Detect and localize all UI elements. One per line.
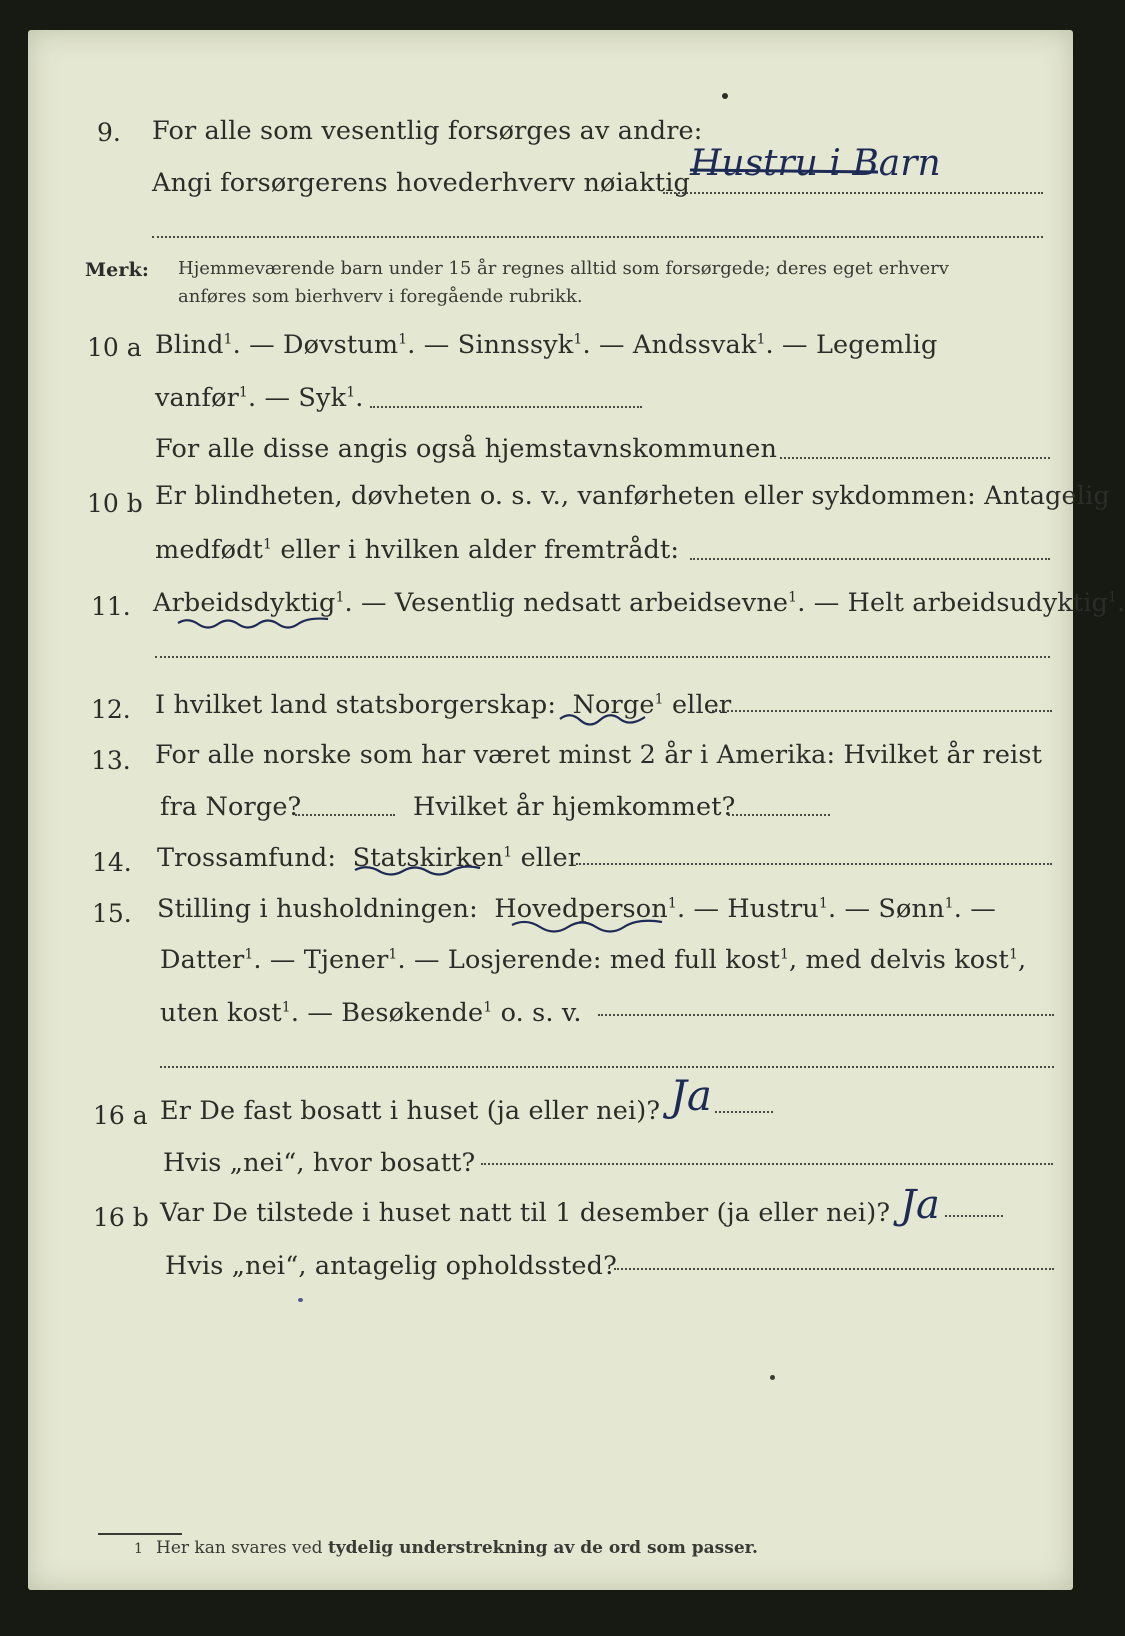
q11-number: 11.	[91, 592, 131, 621]
q16b-number: 16 b	[93, 1203, 149, 1232]
q9-strike-mark	[690, 160, 880, 180]
q12-number: 12.	[91, 695, 131, 724]
q16b-line2: Hvis „nei“, antagelig opholdssted?	[165, 1251, 617, 1281]
q11-line: Arbeidsdyktig$^1$. — Vesentlig nedsatt arbeidsevne$^1$. — Helt arbeidsudyktig$^1$.	[153, 588, 1125, 618]
q13-line2b: Hvilket år hjemkommet?	[413, 792, 736, 822]
footnote-mark: 1	[134, 1541, 143, 1557]
q14-answer-line	[576, 863, 1052, 865]
q10b-number: 10 b	[87, 489, 143, 518]
q16b-opholdssted-line	[614, 1268, 1054, 1270]
q16a-number: 16 a	[93, 1101, 148, 1130]
q15-answer-line	[598, 1014, 1054, 1016]
ink-dot	[722, 93, 728, 99]
footnote-rule	[98, 1533, 182, 1535]
q13-line1: For alle norske som har været minst 2 år i Amerika: Hvilket år reist	[155, 740, 1042, 770]
q10b-line1: Er blindheten, døvheten o. s. v., vanførheten eller sykdommen: Antagelig	[155, 481, 1110, 511]
q10a-hjemstavn-line	[780, 457, 1050, 459]
q16a-line1: Er De fast bosatt i huset (ja eller nei)?	[160, 1096, 661, 1126]
q10a-line2: vanfør$^1$. — Syk$^1$.	[155, 383, 364, 413]
q9-answer-line	[663, 192, 1043, 194]
q16a-line2: Hvis „nei“, hvor bosatt?	[163, 1148, 476, 1178]
q15-underline-mark	[512, 917, 692, 941]
q11-extra-line	[155, 656, 1050, 658]
q12-answer-line	[712, 710, 1052, 712]
q12-line: I hvilket land statsborgerskap: Norge$^1$ eller	[155, 690, 732, 720]
q9-number: 9.	[97, 118, 121, 147]
q11-underline-mark	[178, 615, 338, 635]
q10a-line1: Blind$^1$. — Døvstum$^1$. — Sinnssyk$^1$. — Andssvak$^1$. — Legemlig	[155, 330, 938, 360]
q15-line3: uten kost$^1$. — Besøkende$^1$ o. s. v.	[160, 998, 582, 1028]
merk-line2: anføres som bierhverv i foregående rubrikk.	[178, 286, 583, 307]
ink-dot	[298, 1298, 303, 1302]
q16a-answer-line	[715, 1111, 773, 1113]
q14-number: 14.	[92, 848, 132, 877]
q10a-number: 10 a	[87, 333, 142, 362]
q13-reist-line	[295, 814, 395, 816]
q13-hjemkommet-line	[728, 814, 830, 816]
q16a-bosatt-line	[481, 1163, 1053, 1165]
ink-dot	[770, 1375, 775, 1380]
q13-line2a: fra Norge?	[160, 792, 302, 822]
q10b-answer-line	[690, 558, 1050, 560]
q15-line2: Datter$^1$. — Tjener$^1$. — Losjerende: med full kost$^1$, med delvis kost$^1$,	[160, 945, 1027, 975]
q16b-line1: Var De tilstede i huset natt til 1 desember (ja eller nei)?	[160, 1198, 891, 1228]
q10a-line3: For alle disse angis også hjemstavnskommunen	[155, 434, 778, 464]
q15-extra-line	[160, 1066, 1054, 1068]
q16b-answer-line	[945, 1215, 1003, 1217]
merk-label: Merk:	[85, 259, 150, 281]
q12-underline-mark	[560, 711, 660, 733]
q10a-syk-line	[370, 406, 642, 408]
q15-number: 15.	[92, 899, 132, 928]
q9-line1: For alle som vesentlig forsørges av andre:	[152, 116, 703, 146]
q13-number: 13.	[91, 746, 131, 775]
q9-handwritten-answer: Hustru i Barn	[690, 143, 941, 184]
q14-line: Trossamfund: Statskirken$^1$ eller	[157, 843, 581, 873]
q9-line2: Angi forsørgerens hovederhverv nøiaktig	[152, 168, 691, 198]
q15-line1: Stilling i husholdningen: Hovedperson$^1$. — Hustru$^1$. — Sønn$^1$. —	[157, 894, 996, 924]
q16b-handwritten-answer: Ja	[900, 1182, 940, 1228]
footnote-text: Her kan svares ved tydelig understrekning av de ord som passer.	[156, 1538, 758, 1558]
q9-extra-line	[152, 236, 1043, 238]
q10b-line2: medfødt$^1$ eller i hvilken alder fremtrådt:	[155, 535, 680, 565]
q16a-handwritten-answer: Ja	[670, 1071, 712, 1120]
q14-underline-mark	[355, 862, 515, 882]
merk-line1: Hjemmeværende barn under 15 år regnes alltid som forsørgede; deres eget erhverv	[178, 258, 949, 279]
